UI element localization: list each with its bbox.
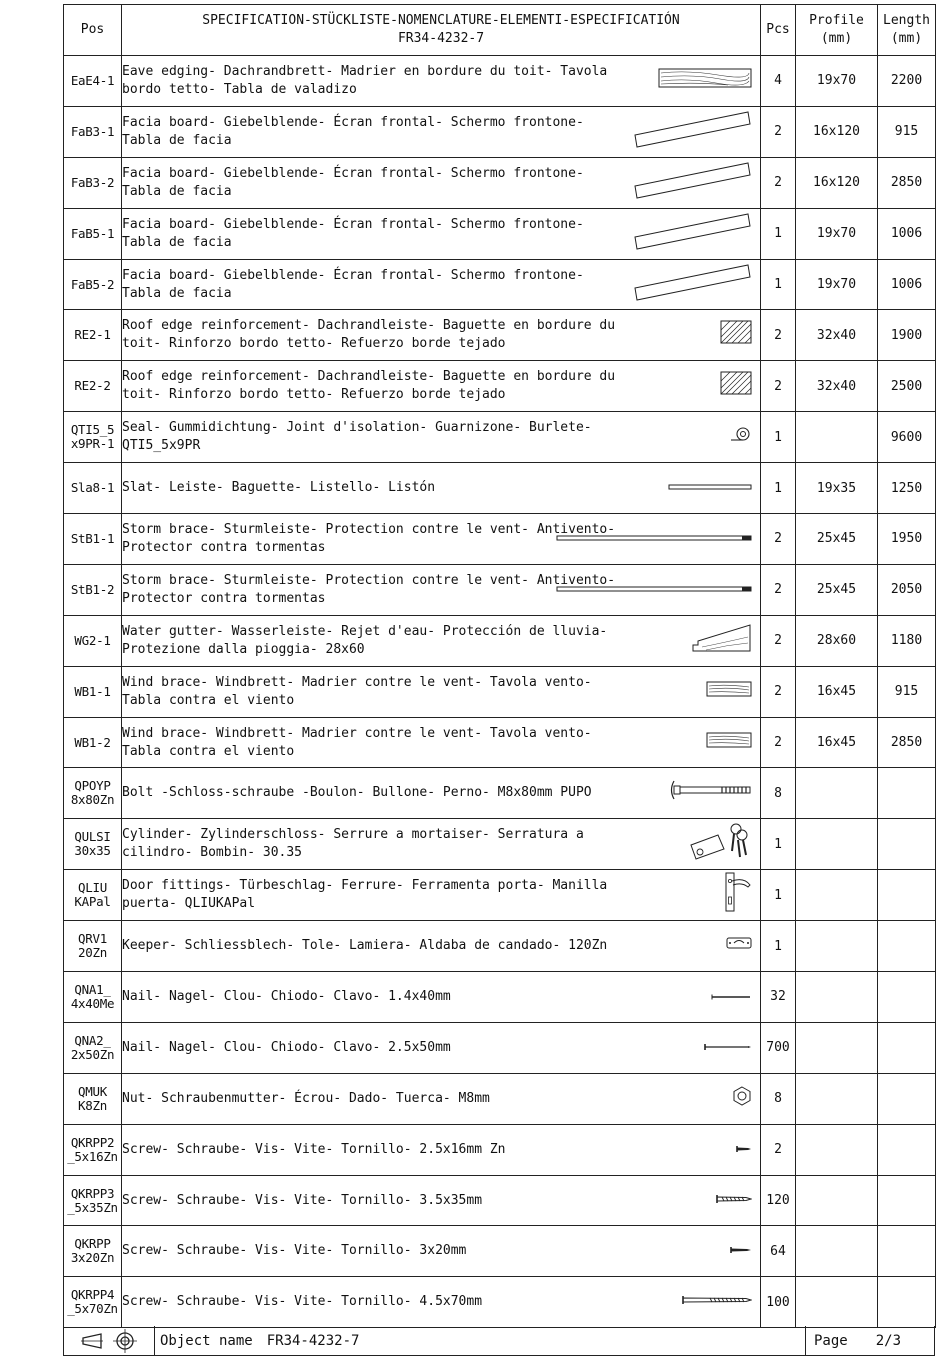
- seal-roll-icon: [730, 427, 752, 447]
- length-cell: [878, 972, 936, 1023]
- facia-board-icon: [634, 109, 752, 155]
- pcs-cell: 2: [761, 361, 796, 412]
- pos-cell: [64, 564, 122, 615]
- description-cell: [122, 1175, 761, 1226]
- table-row: [64, 972, 936, 1023]
- circle-projection-icon: [113, 1329, 137, 1353]
- spec-table: [63, 4, 936, 1328]
- pcs-cell: 2: [761, 157, 796, 208]
- table-row: [64, 921, 936, 972]
- pos-code-line1: QNA2_: [74, 1032, 111, 1048]
- pcs-cell: 700: [761, 1022, 796, 1073]
- profile-cell: [796, 1073, 878, 1124]
- description-cell: [122, 921, 761, 972]
- pos-cell: [64, 1073, 122, 1124]
- description-cell: [122, 463, 761, 514]
- water-gutter-icon: [692, 623, 752, 659]
- length-cell: [878, 1175, 936, 1226]
- pos-cell: [64, 463, 122, 514]
- pos-cell: [64, 514, 122, 565]
- description-cell: [122, 1073, 761, 1124]
- pos-cell: [64, 666, 122, 717]
- wind-brace-icon: [706, 732, 752, 754]
- screw-long-icon: [682, 1293, 752, 1311]
- description-text: Roof edge reinforcement- Dachrandleiste- Baguette en bordure du toit- Rinforzo bordo tetto- Refuerzo borde tejado: [122, 318, 616, 352]
- description-cell: [122, 412, 761, 463]
- pos-code-line1: QKRPP3: [70, 1185, 115, 1201]
- pos-cell: [64, 1022, 122, 1073]
- table-row: [64, 310, 936, 361]
- cone-projection-icon: [81, 1333, 103, 1349]
- profile-cell: [796, 412, 878, 463]
- description-cell: [122, 208, 761, 259]
- table-row: [64, 514, 936, 565]
- pcs-cell: 2: [761, 615, 796, 666]
- profile-cell: [796, 1124, 878, 1175]
- profile-cell: 28x60: [796, 615, 878, 666]
- screw-tiny-icon: [736, 1141, 752, 1159]
- profile-cell: 19x70: [796, 56, 878, 107]
- pos-code-line1: QTI5_5: [70, 422, 115, 438]
- pcs-cell: 1: [761, 463, 796, 514]
- pos-code-line2: K8Zn: [78, 1097, 107, 1113]
- description-text: Door fittings- Türbeschlag- Ferrure- Ferramenta porta- Manilla puerta- QLIUKAPal: [122, 878, 608, 912]
- pos-cell: [64, 870, 122, 921]
- description-cell: [122, 819, 761, 870]
- length-cell: 2200: [878, 56, 936, 107]
- wind-brace-icon: [706, 681, 752, 703]
- table-row: [64, 157, 936, 208]
- pos-code-line2: KAPal: [74, 894, 111, 910]
- pos-code: EaE4-1: [70, 72, 115, 88]
- table-row: [64, 1124, 936, 1175]
- table-row: [64, 564, 936, 615]
- pos-code-line2: _5x35Zn: [67, 1199, 118, 1215]
- description-text: Screw- Schraube- Vis- Vite- Tornillo- 2.5x16mm Zn: [122, 1141, 506, 1157]
- length-cell: [878, 819, 936, 870]
- pos-code-line1: QULSI: [74, 829, 111, 845]
- description-text: Slat- Leiste- Baguette- Listello- Listón: [122, 480, 436, 496]
- title-block: [63, 1326, 935, 1356]
- profile-cell: [796, 870, 878, 921]
- long-brace-icon: [556, 530, 752, 548]
- table-row: [64, 106, 936, 157]
- description-cell: [122, 157, 761, 208]
- description-text: Water gutter- Wasserleiste- Rejet d'eau- Protección de lluvia- Protezione dalla pioggia- 28x60: [122, 623, 608, 657]
- table-row: [64, 768, 936, 819]
- pos-code: RE2-2: [74, 378, 111, 394]
- description-text: Keeper- Schliessblech- Tole- Lamiera- Aldaba de candado- 120Zn: [122, 938, 608, 954]
- pos-code-line1: QLIU: [78, 880, 107, 896]
- profile-cell: 19x70: [796, 208, 878, 259]
- pcs-cell: 1: [761, 412, 796, 463]
- description-cell: [122, 972, 761, 1023]
- length-cell: [878, 1022, 936, 1073]
- length-cell: 9600: [878, 412, 936, 463]
- pos-code-line2: 2x50Zn: [70, 1046, 115, 1062]
- description-text: Screw- Schraube- Vis- Vite- Tornillo- 3.5x35mm: [122, 1192, 483, 1208]
- hex-nut-icon: [732, 1086, 752, 1112]
- object-name-label: Object name: [160, 1332, 253, 1349]
- table-row: [64, 56, 936, 107]
- slat-icon: [668, 479, 752, 497]
- profile-cell: 32x40: [796, 310, 878, 361]
- long-brace-icon: [556, 581, 752, 599]
- length-cell: 1250: [878, 463, 936, 514]
- header-pcs: Pcs: [761, 5, 796, 56]
- length-cell: 1006: [878, 259, 936, 310]
- pos-cell: [64, 259, 122, 310]
- table-row: [64, 819, 936, 870]
- object-name-value: FR34-4232-7: [266, 1332, 360, 1349]
- pos-cell: [64, 819, 122, 870]
- length-cell: 915: [878, 106, 936, 157]
- description-text: Nail- Nagel- Clou- Chiodo- Clavo- 1.4x40mm: [122, 988, 451, 1004]
- description-text: Nail- Nagel- Clou- Chiodo- Clavo- 2.5x50mm: [122, 1039, 451, 1055]
- pos-code: FaB5-2: [70, 276, 115, 292]
- pos-code: RE2-1: [74, 327, 111, 343]
- pcs-cell: 1: [761, 208, 796, 259]
- table-row: [64, 361, 936, 412]
- pcs-cell: 2: [761, 106, 796, 157]
- pcs-cell: 8: [761, 1073, 796, 1124]
- nail-icon: [702, 1039, 752, 1057]
- pcs-cell: 4: [761, 56, 796, 107]
- pcs-cell: 2: [761, 717, 796, 768]
- description-cell: [122, 514, 761, 565]
- description-cell: [122, 1124, 761, 1175]
- description-text: Facia board- Giebelblende- Écran frontal- Schermo frontone- Tabla de facia: [122, 114, 584, 148]
- table-row: [64, 259, 936, 310]
- pos-cell: [64, 972, 122, 1023]
- length-cell: [878, 1073, 936, 1124]
- pcs-cell: 8: [761, 768, 796, 819]
- description-text: Cylinder- Zylinderschloss- Serrure a mortaiser- Serratura a cilindro- Bombin- 30.35: [122, 827, 584, 861]
- description-text: Seal- Gummidichtung- Joint d'isolation- Guarnizone- Burlete- QTI5_5x9PR: [122, 420, 592, 454]
- length-cell: [878, 768, 936, 819]
- pos-code-line2: _5x70Zn: [67, 1301, 118, 1317]
- pos-code-line1: QKRPP4: [70, 1287, 115, 1303]
- pos-code-line2: 30x35: [74, 843, 111, 859]
- pos-cell: [64, 1175, 122, 1226]
- description-cell: [122, 666, 761, 717]
- pos-cell: [64, 208, 122, 259]
- nail-small-icon: [710, 988, 752, 1006]
- profile-cell: 16x45: [796, 666, 878, 717]
- pcs-cell: 2: [761, 514, 796, 565]
- pos-code: WB1-1: [74, 683, 111, 699]
- header-row: [64, 5, 936, 56]
- pos-code-line2: x9PR-1: [70, 436, 115, 452]
- table-row: [64, 412, 936, 463]
- pos-cell: [64, 768, 122, 819]
- screw-medium-icon: [716, 1192, 752, 1210]
- header-length: Length (mm): [878, 5, 936, 56]
- description-text: Facia board- Giebelblende- Écran frontal- Schermo frontone- Tabla de facia: [122, 165, 584, 199]
- table-row: [64, 1226, 936, 1277]
- profile-cell: 19x70: [796, 259, 878, 310]
- description-cell: [122, 717, 761, 768]
- length-cell: 1900: [878, 310, 936, 361]
- pcs-cell: 2: [761, 310, 796, 361]
- facia-board-icon: [634, 211, 752, 257]
- profile-cell: [796, 819, 878, 870]
- header-pos: Pos: [64, 5, 122, 56]
- pcs-cell: 100: [761, 1277, 796, 1328]
- header-profile: Profile (mm): [796, 5, 878, 56]
- table-row: [64, 463, 936, 514]
- pcs-cell: 32: [761, 972, 796, 1023]
- description-text: Screw- Schraube- Vis- Vite- Tornillo- 4.5x70mm: [122, 1294, 483, 1310]
- description-cell: [122, 310, 761, 361]
- description-cell: [122, 56, 761, 107]
- profile-cell: [796, 1226, 878, 1277]
- description-cell: [122, 1277, 761, 1328]
- profile-cell: [796, 1277, 878, 1328]
- pos-cell: [64, 1226, 122, 1277]
- description-text: Wind brace- Windbrett- Madrier contre le vent- Tavola vento- Tabla contra el viento: [122, 725, 592, 759]
- pcs-cell: 64: [761, 1226, 796, 1277]
- length-cell: 1006: [878, 208, 936, 259]
- description-text: Wind brace- Windbrett- Madrier contre le vent- Tavola vento- Tabla contra el viento: [122, 674, 592, 708]
- profile-cell: [796, 921, 878, 972]
- table-row: [64, 1175, 936, 1226]
- pcs-cell: 2: [761, 1124, 796, 1175]
- description-cell: [122, 1226, 761, 1277]
- pcs-cell: 1: [761, 819, 796, 870]
- table-row: [64, 615, 936, 666]
- pos-code: WG2-1: [74, 632, 111, 648]
- length-cell: [878, 921, 936, 972]
- description-cell: [122, 615, 761, 666]
- profile-cell: 25x45: [796, 564, 878, 615]
- pos-code-line2: 3x20Zn: [70, 1250, 115, 1266]
- length-cell: 1950: [878, 514, 936, 565]
- cylinder-lock-icon: [688, 819, 752, 869]
- description-text: Bolt -Schloss-schraube -Boulon- Bullone- Perno- M8x80mm PUPO: [122, 785, 592, 801]
- page-cell: [806, 1326, 936, 1355]
- table-row: [64, 1022, 936, 1073]
- pos-cell: [64, 157, 122, 208]
- table-row: [64, 666, 936, 717]
- profile-cell: 19x35: [796, 463, 878, 514]
- length-cell: [878, 1226, 936, 1277]
- page-value: 2/3: [875, 1332, 902, 1349]
- length-cell: 2500: [878, 361, 936, 412]
- pcs-cell: 2: [761, 666, 796, 717]
- length-cell: 2050: [878, 564, 936, 615]
- pos-cell: [64, 106, 122, 157]
- pos-code-line1: QKRPP: [74, 1236, 111, 1252]
- length-cell: [878, 870, 936, 921]
- length-cell: 2850: [878, 157, 936, 208]
- profile-cell: 16x45: [796, 717, 878, 768]
- pos-cell: [64, 56, 122, 107]
- header-title: SPECIFICATION-STÜCKLISTE-NOMENCLATURE-ELEMENTI-ESPECIFICATIÓN FR34-4232-7: [122, 5, 761, 56]
- description-cell: [122, 870, 761, 921]
- description-text: Eave edging- Dachrandbrett- Madrier en bordure du toit- Tavola bordo tetto- Tabla de valadizo: [122, 63, 608, 97]
- pos-code: FaB5-1: [70, 225, 115, 241]
- pos-cell: [64, 921, 122, 972]
- description-text: Roof edge reinforcement- Dachrandleiste- Baguette en bordure du toit- Rinforzo bordo tetto- Refuerzo borde tejado: [122, 369, 616, 403]
- hatched-section-icon: [720, 320, 752, 350]
- table-row: [64, 717, 936, 768]
- length-cell: [878, 1277, 936, 1328]
- description-cell: [122, 768, 761, 819]
- description-cell: [122, 106, 761, 157]
- description-text: Storm brace- Sturmleiste- Protection contre le vent- Antivento- Protector contra tormentas: [122, 521, 616, 555]
- profile-cell: 25x45: [796, 514, 878, 565]
- length-cell: 1180: [878, 615, 936, 666]
- description-text: Nut- Schraubenmutter- Écrou- Dado- Tuerca- M8mm: [122, 1090, 490, 1106]
- table-row: [64, 1073, 936, 1124]
- profile-cell: [796, 1022, 878, 1073]
- pcs-cell: 1: [761, 870, 796, 921]
- pos-code: StB1-1: [70, 530, 115, 546]
- table-row: [64, 208, 936, 259]
- door-handle-icon: [722, 869, 752, 921]
- length-cell: 915: [878, 666, 936, 717]
- pcs-cell: 1: [761, 921, 796, 972]
- bolt-icon: [668, 779, 752, 807]
- page-label: Page: [814, 1332, 848, 1349]
- description-text: Facia board- Giebelblende- Écran frontal- Schermo frontone- Tabla de facia: [122, 216, 584, 250]
- pos-code: WB1-2: [74, 734, 111, 750]
- profile-cell: 32x40: [796, 361, 878, 412]
- profile-cell: 16x120: [796, 106, 878, 157]
- pos-cell: [64, 310, 122, 361]
- table-row: [64, 870, 936, 921]
- table-row: [64, 1277, 936, 1328]
- pos-code-line1: QPOYP: [74, 778, 111, 794]
- object-name-cell: [154, 1326, 806, 1355]
- pos-code: StB1-2: [70, 581, 115, 597]
- description-cell: [122, 259, 761, 310]
- length-cell: [878, 1124, 936, 1175]
- profile-cell: [796, 972, 878, 1023]
- description-cell: [122, 361, 761, 412]
- pos-code-line2: 8x80Zn: [70, 792, 115, 808]
- pcs-cell: 2: [761, 564, 796, 615]
- description-cell: [122, 564, 761, 615]
- pos-cell: [64, 615, 122, 666]
- pos-cell: [64, 717, 122, 768]
- profile-cell: [796, 768, 878, 819]
- pos-cell: [64, 412, 122, 463]
- pcs-cell: 1: [761, 259, 796, 310]
- spec-sheet: [63, 4, 935, 1356]
- pos-cell: [64, 1124, 122, 1175]
- profile-cell: 16x120: [796, 157, 878, 208]
- pos-code-line1: QKRPP2: [70, 1134, 115, 1150]
- pos-code-line1: QRV1: [78, 931, 107, 947]
- facia-board-icon: [634, 262, 752, 308]
- pos-code-line2: 20Zn: [78, 945, 107, 961]
- keeper-plate-icon: [726, 937, 752, 955]
- length-cell: 2850: [878, 717, 936, 768]
- pos-code: Sla8-1: [70, 480, 115, 496]
- description-text: Storm brace- Sturmleiste- Protection contre le vent- Antivento- Protector contra tormentas: [122, 572, 616, 606]
- profile-cell: [796, 1175, 878, 1226]
- pcs-cell: 120: [761, 1175, 796, 1226]
- description-text: Facia board- Giebelblende- Écran frontal- Schermo frontone- Tabla de facia: [122, 267, 584, 301]
- board-grain-icon: [658, 68, 752, 94]
- pos-code-line2: _5x16Zn: [67, 1148, 118, 1164]
- pos-code-line1: QMUK: [78, 1083, 107, 1099]
- pos-code: FaB3-1: [70, 123, 115, 139]
- pos-code-line2: 4x40Me: [70, 995, 115, 1011]
- description-text: Screw- Schraube- Vis- Vite- Tornillo- 3x20mm: [122, 1243, 467, 1259]
- pos-code-line1: QNA1_: [74, 981, 111, 997]
- facia-board-icon: [634, 160, 752, 206]
- description-cell: [122, 1022, 761, 1073]
- projection-symbol: [64, 1326, 155, 1355]
- pos-code: FaB3-2: [70, 174, 115, 190]
- pos-cell: [64, 1277, 122, 1328]
- pos-cell: [64, 361, 122, 412]
- hatched-section-icon: [720, 371, 752, 401]
- screw-small-icon: [730, 1242, 752, 1260]
